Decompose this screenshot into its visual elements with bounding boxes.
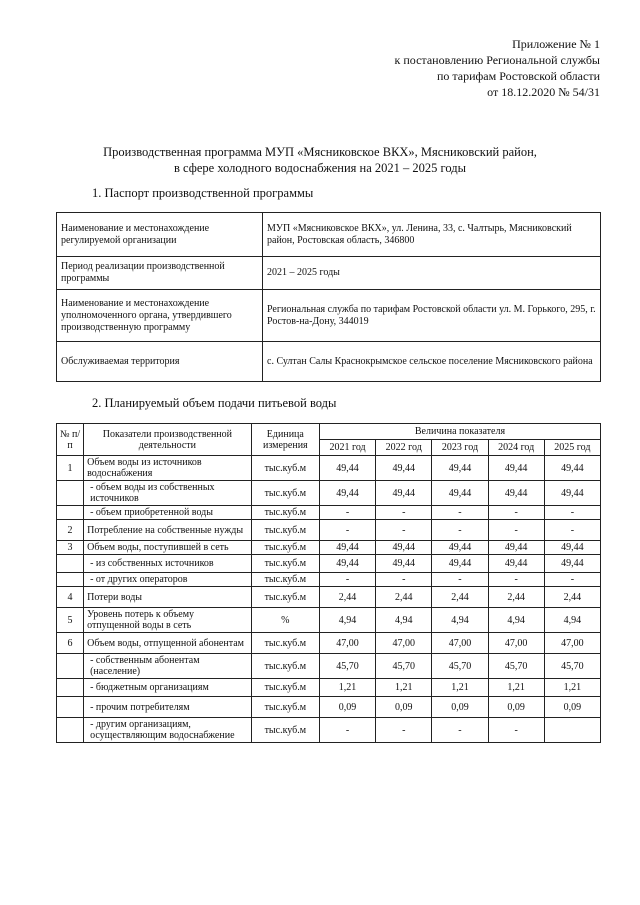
row-value: 2,44 xyxy=(544,587,600,608)
title-line-1: Производственная программа МУП «Мясниковское ВКХ», Мясниковский район, xyxy=(103,145,537,159)
row-indicator: Объем воды из источников водоснабжения xyxy=(84,456,252,481)
row-indicator: Объем воды, отпущенной абонентам xyxy=(84,633,252,654)
row-indicator: - объем приобретенной воды xyxy=(84,506,252,520)
row-value: 49,44 xyxy=(376,541,432,555)
passport-row xyxy=(57,290,601,342)
row-unit: % xyxy=(251,608,319,633)
row-value: 0,09 xyxy=(544,697,600,718)
row-number xyxy=(57,481,84,506)
row-unit: тыс.куб.м xyxy=(251,679,319,697)
row-value: 49,44 xyxy=(376,555,432,573)
row-indicator: - другим организациям, осуществляющим водоснабжение xyxy=(84,718,252,743)
row-value: - xyxy=(319,506,375,520)
column-header-year: 2023 год xyxy=(432,440,488,456)
passport-row xyxy=(57,257,601,290)
row-number: 6 xyxy=(57,633,84,654)
table-row xyxy=(57,587,601,608)
row-value: 4,94 xyxy=(488,608,544,633)
row-value: 49,44 xyxy=(432,555,488,573)
row-number xyxy=(57,555,84,573)
row-unit: тыс.куб.м xyxy=(251,506,319,520)
row-number xyxy=(57,697,84,718)
row-value: 4,94 xyxy=(376,608,432,633)
row-number xyxy=(57,718,84,743)
header-line: Приложение № 1 xyxy=(512,37,600,51)
table-row xyxy=(57,633,601,654)
row-value: 49,44 xyxy=(488,555,544,573)
table-header-row xyxy=(57,424,601,440)
row-value: 2,44 xyxy=(376,587,432,608)
row-value xyxy=(544,718,600,743)
row-value: - xyxy=(544,520,600,541)
row-unit: тыс.куб.м xyxy=(251,587,319,608)
row-value: 47,00 xyxy=(432,633,488,654)
row-value: 47,00 xyxy=(488,633,544,654)
header-line: от 18.12.2020 № 54/31 xyxy=(487,85,600,99)
row-number xyxy=(57,573,84,587)
table-row xyxy=(57,679,601,697)
row-value: 49,44 xyxy=(319,555,375,573)
row-value: - xyxy=(376,573,432,587)
row-value: 49,44 xyxy=(544,481,600,506)
row-value: 4,94 xyxy=(544,608,600,633)
table-row xyxy=(57,506,601,520)
row-unit: тыс.куб.м xyxy=(251,633,319,654)
row-value: - xyxy=(544,573,600,587)
row-value: 49,44 xyxy=(319,541,375,555)
column-header-value: Величина показателя xyxy=(319,424,600,440)
row-number: 2 xyxy=(57,520,84,541)
row-value: - xyxy=(432,573,488,587)
row-value: 0,09 xyxy=(319,697,375,718)
row-number xyxy=(57,506,84,520)
row-indicator: - из собственных источников xyxy=(84,555,252,573)
row-unit: тыс.куб.м xyxy=(251,573,319,587)
passport-key: Период реализации производственной программы xyxy=(57,257,263,290)
passport-table xyxy=(56,212,601,382)
row-value: 49,44 xyxy=(488,541,544,555)
table-row xyxy=(57,654,601,679)
row-indicator: - собственным абонентам (население) xyxy=(84,654,252,679)
row-value: - xyxy=(432,520,488,541)
row-value: - xyxy=(432,506,488,520)
row-value: 45,70 xyxy=(432,654,488,679)
row-value: 0,09 xyxy=(376,697,432,718)
row-value: 49,44 xyxy=(544,555,600,573)
row-value: 49,44 xyxy=(319,456,375,481)
table-row xyxy=(57,573,601,587)
section-2-heading: 2. Планируемый объем подачи питьевой воды xyxy=(92,396,337,410)
row-value: - xyxy=(376,520,432,541)
column-header-year: 2025 год xyxy=(544,440,600,456)
table-row xyxy=(57,456,601,481)
row-value: 0,09 xyxy=(432,697,488,718)
row-value: 49,44 xyxy=(488,481,544,506)
row-indicator: - бюджетным организациям xyxy=(84,679,252,697)
table-row xyxy=(57,520,601,541)
row-value: 45,70 xyxy=(544,654,600,679)
passport-row xyxy=(57,213,601,257)
row-value: - xyxy=(488,718,544,743)
row-indicator: Потери воды xyxy=(84,587,252,608)
passport-value: 2021 – 2025 годы xyxy=(263,257,601,290)
row-value: 1,21 xyxy=(432,679,488,697)
row-value: - xyxy=(544,506,600,520)
column-header-year: 2022 год xyxy=(376,440,432,456)
row-value: - xyxy=(376,718,432,743)
row-number xyxy=(57,679,84,697)
passport-key: Наименование и местонахождение уполномоченного органа, утвердившего производственную программу xyxy=(57,290,263,342)
header-line: по тарифам Ростовской области xyxy=(436,69,600,83)
row-unit: тыс.куб.м xyxy=(251,520,319,541)
row-indicator: Уровень потерь к объему отпущенной воды в сеть xyxy=(84,608,252,633)
row-number: 1 xyxy=(57,456,84,481)
row-value: 4,94 xyxy=(432,608,488,633)
row-value: - xyxy=(488,506,544,520)
water-volume-table xyxy=(56,423,601,743)
passport-value: с. Султан Салы Краснокрымское сельское поселение Мясниковского района xyxy=(263,342,601,382)
row-value: 49,44 xyxy=(432,456,488,481)
row-value: 47,00 xyxy=(544,633,600,654)
row-value: 49,44 xyxy=(376,481,432,506)
passport-value: МУП «Мясниковское ВКХ», ул. Ленина, 33, с. Чалтырь, Мясниковский район, Ростовская область, 346800 xyxy=(263,213,601,257)
row-number: 4 xyxy=(57,587,84,608)
row-value: 49,44 xyxy=(488,456,544,481)
row-unit: тыс.куб.м xyxy=(251,697,319,718)
section-1-heading: 1. Паспорт производственной программы xyxy=(92,186,314,200)
passport-value: Региональная служба по тарифам Ростовской области ул. М. Горького, 295, г. Ростов-на-Дону, 344019 xyxy=(263,290,601,342)
row-value: 47,00 xyxy=(319,633,375,654)
row-value: 49,44 xyxy=(432,481,488,506)
row-value: 49,44 xyxy=(376,456,432,481)
row-unit: тыс.куб.м xyxy=(251,541,319,555)
row-unit: тыс.куб.м xyxy=(251,718,319,743)
row-value: 2,44 xyxy=(488,587,544,608)
row-value: - xyxy=(488,573,544,587)
row-value: 49,44 xyxy=(319,481,375,506)
table-row xyxy=(57,481,601,506)
row-value: 1,21 xyxy=(488,679,544,697)
row-value: 1,21 xyxy=(319,679,375,697)
row-value: - xyxy=(319,718,375,743)
row-indicator: - объем воды из собственных источников xyxy=(84,481,252,506)
table-row xyxy=(57,541,601,555)
passport-key: Наименование и местонахождение регулируемой организации xyxy=(57,213,263,257)
water-volume-table-body xyxy=(57,456,601,743)
header-line: к постановлению Региональной службы xyxy=(394,53,600,67)
row-unit: тыс.куб.м xyxy=(251,481,319,506)
passport-key: Обслуживаемая территория xyxy=(57,342,263,382)
column-header-year: 2021 год xyxy=(319,440,375,456)
row-value: 1,21 xyxy=(544,679,600,697)
column-header-indicator: Показатели производственной деятельности xyxy=(84,424,252,456)
row-value: 0,09 xyxy=(488,697,544,718)
row-value: 1,21 xyxy=(376,679,432,697)
row-indicator: Объем воды, поступившей в сеть xyxy=(84,541,252,555)
row-value: 45,70 xyxy=(319,654,375,679)
row-indicator: - от других операторов xyxy=(84,573,252,587)
row-unit: тыс.куб.м xyxy=(251,555,319,573)
row-number: 5 xyxy=(57,608,84,633)
row-unit: тыс.куб.м xyxy=(251,654,319,679)
column-header-unit: Единица измерения xyxy=(251,424,319,456)
column-header-year: 2024 год xyxy=(488,440,544,456)
title-line-2: в сфере холодного водоснабжения на 2021 – 2025 годы xyxy=(174,161,466,175)
table-row xyxy=(57,697,601,718)
table-row xyxy=(57,608,601,633)
table-row xyxy=(57,718,601,743)
row-value: - xyxy=(488,520,544,541)
row-indicator: Потребление на собственные нужды xyxy=(84,520,252,541)
row-value: 4,94 xyxy=(319,608,375,633)
row-value: 49,44 xyxy=(544,456,600,481)
table-row xyxy=(57,555,601,573)
row-number xyxy=(57,654,84,679)
passport-row xyxy=(57,342,601,382)
row-value: - xyxy=(319,573,375,587)
row-value: 49,44 xyxy=(432,541,488,555)
column-header-number: № п/п xyxy=(57,424,84,456)
row-value: 2,44 xyxy=(432,587,488,608)
row-value: 45,70 xyxy=(488,654,544,679)
row-value: 45,70 xyxy=(376,654,432,679)
row-unit: тыс.куб.м xyxy=(251,456,319,481)
appendix-header xyxy=(395,36,600,100)
row-value: - xyxy=(319,520,375,541)
row-indicator: - прочим потребителям xyxy=(84,697,252,718)
row-value: 2,44 xyxy=(319,587,375,608)
row-value: - xyxy=(376,506,432,520)
document-title xyxy=(40,144,600,176)
row-value: 49,44 xyxy=(544,541,600,555)
row-number: 3 xyxy=(57,541,84,555)
row-value: - xyxy=(432,718,488,743)
row-value: 47,00 xyxy=(376,633,432,654)
